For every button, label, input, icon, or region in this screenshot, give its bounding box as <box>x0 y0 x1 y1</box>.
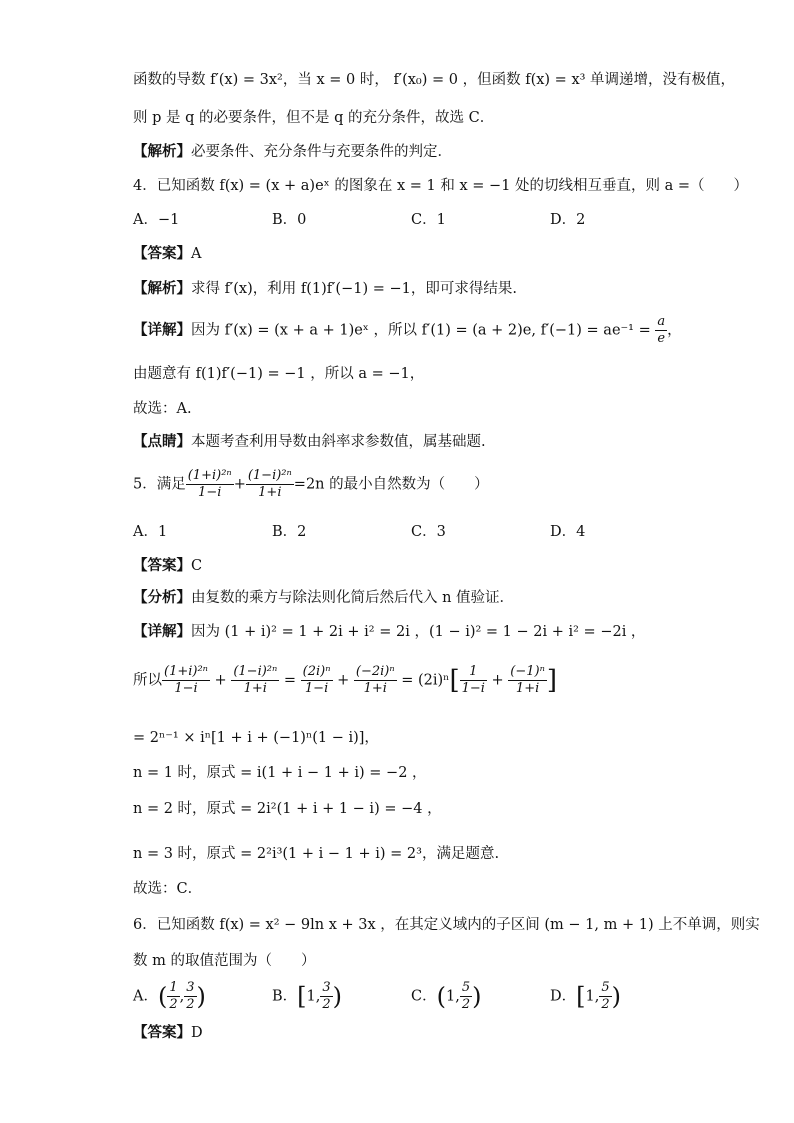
option-a: A．−1 <box>133 212 180 228</box>
text-line: 故选：C． <box>133 881 203 897</box>
text-line: n = 3 时，原式 = 2²i³(1 + i − 1 + i) = 2³，满足题意. <box>133 846 500 862</box>
text-line: 由题意有 f(1)f′(−1) = −1 ，所以 a = −1， <box>133 366 425 382</box>
option-d: D．[1, $\frac{5}{2}$ ) <box>550 980 622 1012</box>
fraction: $\frac{a}{e}$ <box>657 314 666 346</box>
analysis-line: 【解析】必要条件、充分条件与充要条件的判定． <box>133 143 452 160</box>
text-line: n = 1 时，原式 = i(1 + i − 1 + i) = −2 ， <box>133 765 427 781</box>
fraction: $\frac{\text{(1−i)²ⁿ}}{1+i}$ <box>247 468 292 500</box>
equation-line: 所以 $\frac{\text{(1+i)²ⁿ}}{1-i}$ + $\frac{\text{(1−i)²ⁿ}}{1+i}$ = $\frac{\text{(2i)ⁿ}}{1-i}$ + $\frac{\text{(−2i)ⁿ}}{1+i}$ = (2i)ⁿ[ $\frac{1}{1-i}$ + $\frac{\text{(−1)ⁿ}}{1+i}$ ] <box>133 664 558 696</box>
text-line: 则 p 是 q 的必要条件，但不是 q 的充分条件，故选 C． <box>133 110 495 126</box>
text-line: 数 m 的取值范围为（ ） <box>133 953 316 969</box>
analysis-line: 【解析】求得 f′(x)，利用 f(1)f′(−1) = −1，即可求得结果. <box>133 280 517 297</box>
option-d: D．4 <box>550 524 586 540</box>
text-line: 故选：A. <box>133 401 192 417</box>
option-c: C．(1, $\frac{5}{2}$ ) <box>411 980 482 1012</box>
question-5: 5．满足 $\frac{\text{(1+i)²ⁿ}}{1-i}$ + $\frac{\text{(1−i)²ⁿ}}{1+i}$ =2n 的最小自然数为（ ） <box>133 468 489 500</box>
q6-options <box>133 980 754 1013</box>
detail-line: 【详解】因为 f′(x) = (x + a + 1)eˣ ，所以 f′(1) = (a + 2)e, f′(−1) = ae⁻¹ = $\frac{a}{e}$ ， <box>133 314 682 346</box>
detail-line: 【详解】因为 (1 + i)² = 1 + 2i + i² = 2i ，(1 − i)² = 1 − 2i + i² = −2i ， <box>133 623 646 640</box>
q4-options <box>133 209 754 231</box>
question-4: 4．已知函数 f(x) = (x + a)eˣ 的图象在 x = 1 和 x = −1 处的切线相互垂直，则 a =（ ） <box>133 178 749 194</box>
text-line: n = 2 时，原式 = 2i²(1 + i + 1 − i) = −4 ， <box>133 801 442 817</box>
q5-options <box>133 521 754 543</box>
option-b: B．[1, $\frac{3}{2}$ ) <box>272 980 343 1012</box>
option-a: A．1 <box>133 524 168 540</box>
text-line: 函数的导数 f′(x) = 3x²，当 x = 0 时， f′(x₀) = 0 ，但函数 f(x) = x³ 单调递增，没有极值， <box>133 72 736 88</box>
answer-line: 【答案】A <box>133 245 202 262</box>
option-c: C．1 <box>411 212 446 228</box>
option-b: B．0 <box>272 212 307 228</box>
answer-line: 【答案】D <box>133 1024 203 1041</box>
analysis-line: 【分析】由复数的乘方与除法则化简后然后代入 n 值验证． <box>133 589 515 606</box>
question-6: 6．已知函数 f(x) = x² − 9ln x + 3x ，在其定义域内的子区间 (m − 1, m + 1) 上不单调，则实 <box>133 917 760 933</box>
fraction: $\frac{\text{(1+i)²ⁿ}}{1-i}$ <box>187 468 232 500</box>
answer-line: 【答案】C <box>133 557 203 574</box>
text-line: = 2ⁿ⁻¹ × iⁿ[1 + i + (−1)ⁿ(1 − i)]， <box>133 730 379 746</box>
option-b: B．2 <box>272 524 307 540</box>
option-d: D．2 <box>550 212 586 228</box>
section-tag: 【解析】 <box>133 143 191 160</box>
note-line: 【点睛】本题考查利用导数由斜率求参数值，属基础题. <box>133 433 486 450</box>
option-c: C．3 <box>411 524 446 540</box>
option-a: A．( $\frac{1}{2}$ , $\frac{3}{2}$ ) <box>133 980 206 1012</box>
